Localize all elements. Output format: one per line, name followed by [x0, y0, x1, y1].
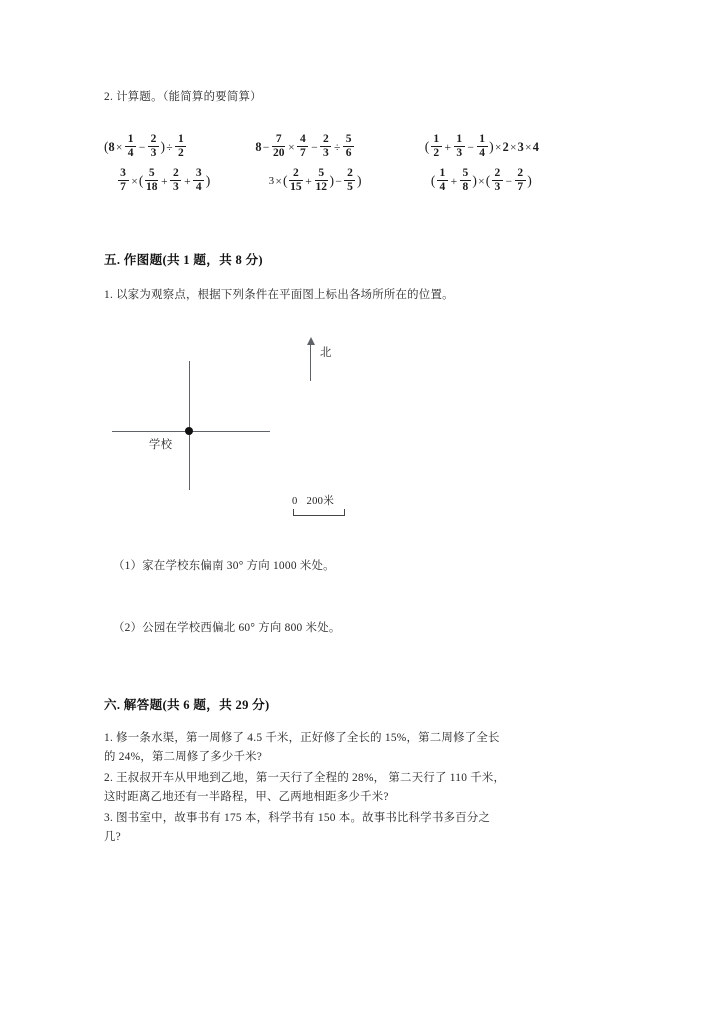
section-five-sub-question-1: （1）家在学校东偏南 30° 方向 1000 米处。 [113, 560, 335, 572]
numerator: 2 [150, 133, 157, 145]
lparen-glyph: ( [430, 173, 436, 188]
times-glyph: × [494, 140, 502, 154]
lparen-glyph: ( [424, 139, 430, 154]
lparen-glyph: ( [104, 139, 109, 154]
expression-6 [421, 164, 614, 198]
minus-glyph: − [138, 140, 146, 154]
diagram-vertical-axis [189, 361, 190, 490]
fraction-2-7 [515, 168, 526, 193]
fraction-1-2 [431, 134, 442, 159]
minus-glyph: − [262, 140, 270, 154]
scale-labels [292, 493, 334, 508]
fraction-1-2 [175, 134, 186, 159]
times-glyph: × [288, 140, 295, 154]
fraction-3-7 [118, 168, 129, 193]
fraction-1-4 [125, 134, 136, 159]
denominator: 8 [462, 181, 469, 193]
denominator: 3 [322, 147, 329, 159]
section-six-problem-2-line-1: 2. 王叔叔开车从甲地到乙地，第一天行了全程的 28%， 第二天行了 110 千米， [104, 772, 506, 784]
expression-4 [104, 164, 259, 198]
lparen-glyph: ( [138, 173, 144, 188]
integer-4: 4 [532, 139, 539, 154]
numerator: 1 [439, 167, 446, 179]
denominator: 12 [315, 181, 327, 193]
denominator: 5 [347, 181, 353, 193]
fraction-1-4 [437, 168, 448, 193]
numerator: 1 [127, 133, 134, 145]
fraction-5-18 [145, 168, 159, 193]
plus-glyph: + [184, 174, 191, 188]
scale-ruler-bracket [293, 509, 345, 516]
rparen-glyph: ) [160, 139, 166, 154]
denominator: 3 [456, 147, 463, 159]
numerator: 3 [120, 167, 126, 179]
times-glyph: × [115, 140, 123, 154]
numerator: 5 [318, 167, 325, 179]
numerator: 2 [322, 133, 329, 145]
minus-glyph: − [467, 140, 474, 154]
computation-expression-grid [104, 130, 614, 198]
numerator: 1 [433, 133, 440, 145]
rparen-glyph: ) [472, 173, 477, 188]
fraction-1-3 [454, 134, 465, 159]
fraction-2-3 [148, 134, 159, 159]
fraction-7-20 [272, 134, 286, 159]
integer-3: 3 [517, 139, 524, 154]
times-glyph: × [525, 140, 532, 154]
arrow-shaft [310, 343, 311, 381]
times-glyph: × [131, 174, 138, 188]
expression-5 [259, 164, 421, 198]
plus-glyph: + [161, 174, 168, 188]
numerator: 5 [148, 167, 155, 179]
integer-3: 3 [268, 175, 275, 187]
minus-glyph: − [505, 174, 513, 188]
numerator: 1 [177, 133, 184, 145]
numerator: 1 [479, 133, 486, 145]
integer-2: 2 [502, 139, 509, 154]
arrow-head [307, 337, 315, 345]
scale-zero-label: 0 [292, 496, 298, 507]
denominator: 4 [479, 147, 486, 159]
numerator: 1 [456, 133, 463, 145]
divide-glyph: ÷ [166, 140, 173, 154]
numerator: 2 [517, 167, 524, 179]
section-five-question-1: 1. 以家为观察点，根据下列条件在平面图上标出各场所所在的位置。 [104, 289, 454, 301]
numerator: 5 [345, 133, 352, 145]
rparen-glyph: ) [205, 173, 211, 188]
plus-glyph: + [444, 140, 452, 154]
expression-3 [413, 130, 614, 164]
expression-2 [251, 130, 412, 164]
integer-8: 8 [108, 139, 115, 154]
diagram-north-label: 北 [320, 347, 332, 359]
minus-glyph: − [311, 140, 318, 154]
numerator: 2 [494, 167, 501, 179]
expression-1 [104, 130, 251, 164]
diagram-school-label: 学校 [149, 439, 173, 451]
denominator: 20 [272, 147, 285, 159]
denominator: 7 [300, 147, 306, 159]
denominator: 6 [345, 147, 352, 159]
section-six-heading: 六. 解答题(共 6 题，共 29 分) [104, 698, 270, 712]
numerator: 2 [347, 167, 353, 179]
fraction-5-12 [315, 168, 329, 193]
fraction-3-4 [193, 168, 204, 193]
fraction-2-15 [289, 168, 303, 193]
plus-glyph: + [305, 174, 312, 188]
fraction-4-7 [297, 134, 308, 159]
numerator: 5 [462, 167, 469, 179]
math-row-2 [104, 164, 614, 198]
fraction-5-8 [460, 168, 471, 193]
diagram-scale-bar [292, 493, 372, 519]
lparen-glyph: ( [485, 173, 491, 188]
denominator: 18 [145, 181, 158, 193]
math-row-1 [104, 130, 614, 164]
minus-glyph: − [335, 174, 342, 188]
rparen-glyph: ) [527, 173, 532, 188]
section-six-problem-2-line-2: 这时距离乙地还有一半路程，甲、乙两地相距多少千米? [104, 791, 389, 803]
numerator: 7 [275, 133, 282, 145]
numerator: 2 [173, 167, 179, 179]
denominator: 3 [494, 181, 501, 193]
times-glyph: × [275, 174, 282, 188]
lparen-glyph: ( [283, 173, 288, 188]
section-six-problem-3-line-1: 3. 图书室中，故事书有 175 本，科学书有 150 本。故事书比科学书多百分之 [104, 812, 491, 824]
denominator: 2 [433, 147, 440, 159]
fraction-2-3 [170, 168, 181, 193]
section-six-problem-1-line-2: 的 24%，第二周修了多少千米? [104, 751, 263, 763]
rparen-glyph: ) [329, 173, 335, 188]
section-five-heading: 五. 作图题(共 1 题，共 8 分) [104, 253, 263, 267]
computation-prompt: 2. 计算题。（能简算的要简算） [104, 91, 262, 103]
numerator: 4 [300, 133, 306, 145]
denominator: 4 [195, 181, 202, 193]
numerator: 3 [195, 167, 202, 179]
rparen-glyph-trailing: ) [356, 173, 362, 188]
section-six-problem-3-line-2: 几? [104, 831, 121, 843]
fraction-5-6 [343, 134, 354, 159]
denominator: 4 [127, 147, 134, 159]
diagram-origin-dot [185, 427, 193, 435]
denominator: 3 [173, 181, 179, 193]
denominator: 7 [120, 181, 126, 193]
divide-glyph: ÷ [334, 140, 341, 154]
section-five-sub-question-2: （2）公园在学校西偏北 60° 方向 800 米处。 [113, 622, 341, 634]
scale-value-label: 200米 [306, 496, 335, 507]
section-six-problem-1-line-1: 1. 修一条水渠，第一周修了 4.5 千米，正好修了全长的 15%，第二周修了全长 [104, 732, 500, 744]
denominator: 3 [150, 147, 157, 159]
integer-8: 8 [255, 139, 262, 154]
times-glyph: × [478, 174, 485, 188]
denominator: 4 [439, 181, 446, 193]
rparen-glyph: ) [489, 139, 494, 154]
numerator: 2 [292, 167, 299, 179]
times-glyph: × [509, 140, 517, 154]
position-diagram [104, 330, 424, 530]
fraction-2-3 [320, 134, 331, 159]
fraction-1-4 [477, 134, 488, 159]
fraction-2-5 [344, 168, 355, 193]
denominator: 2 [177, 147, 184, 159]
north-arrow-icon [310, 338, 312, 380]
fraction-2-3 [492, 168, 503, 193]
plus-glyph: + [450, 174, 458, 188]
denominator: 7 [517, 181, 524, 193]
denominator: 15 [290, 181, 302, 193]
